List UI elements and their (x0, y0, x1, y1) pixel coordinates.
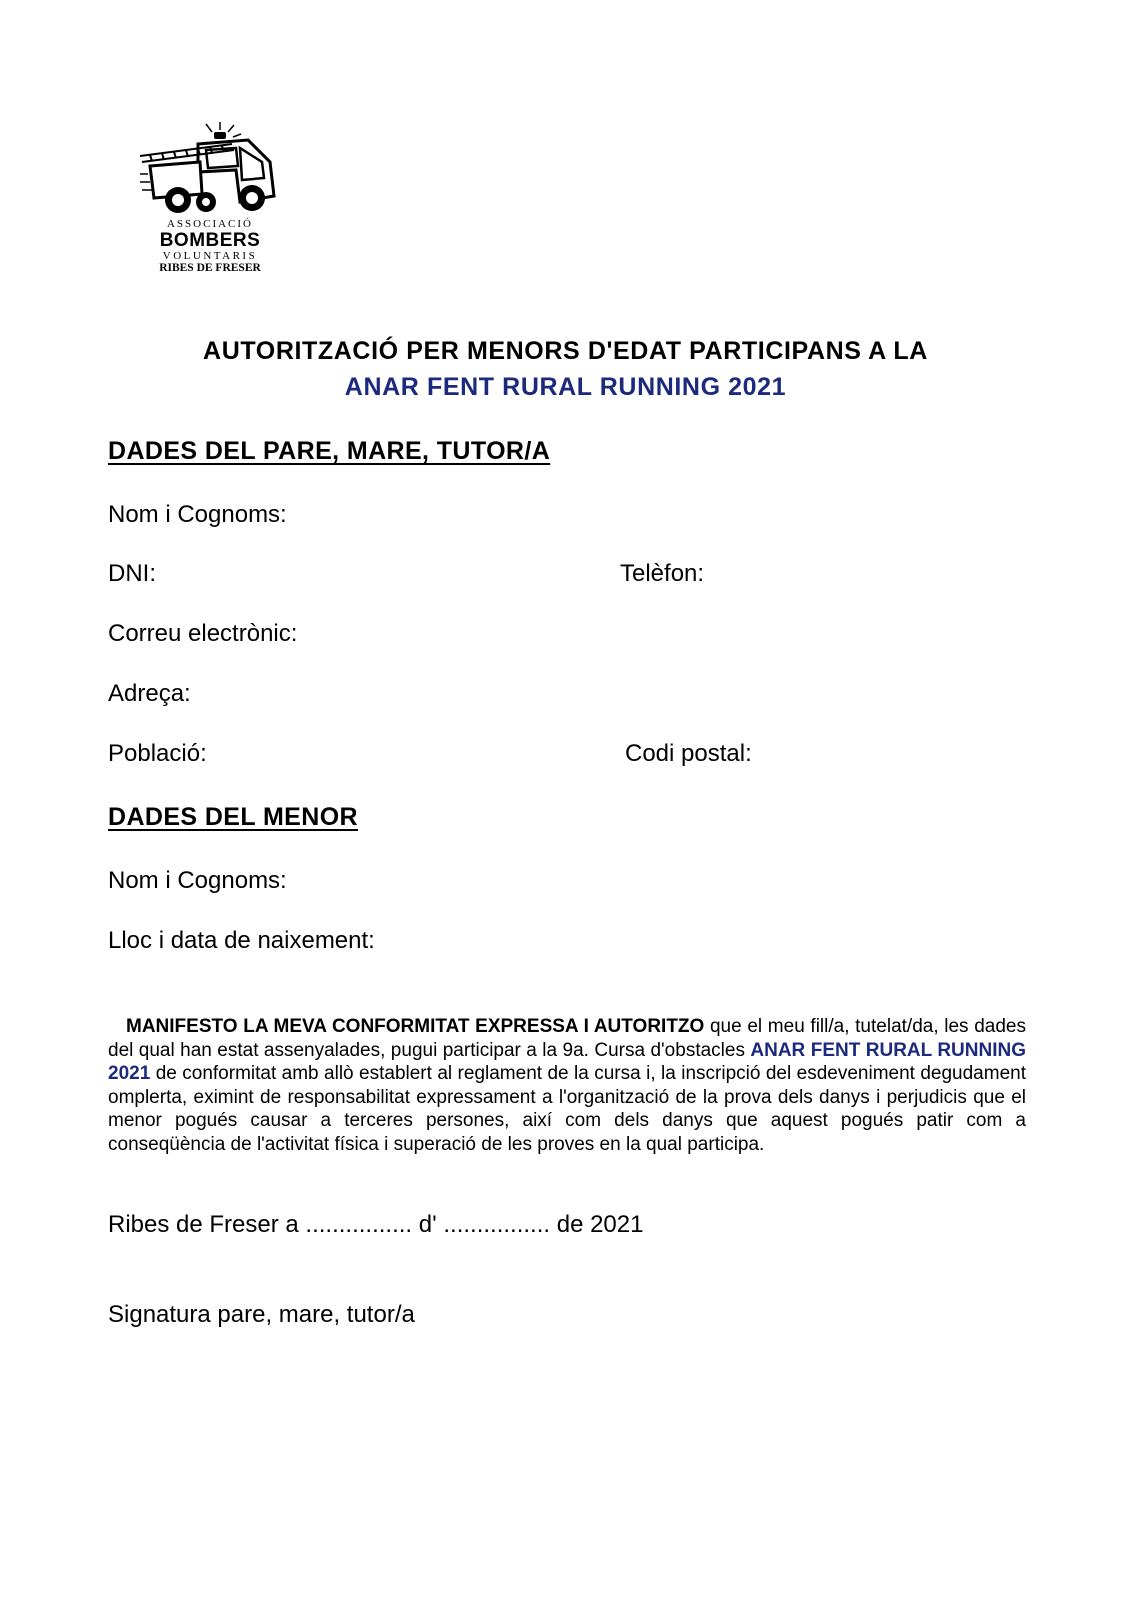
parent-dni-label: DNI: (108, 560, 156, 587)
parent-email-label: Correu electrònic: (108, 620, 298, 647)
parent-town-label: Població: (108, 740, 207, 767)
fire-truck-icon (140, 122, 280, 218)
event-title: ANAR FENT RURAL RUNNING 2021 (344, 373, 787, 401)
parent-section-heading: DADES DEL PARE, MARE, TUTOR/A (108, 437, 551, 465)
document-title: AUTORITZACIÓ PER MENORS D'EDAT PARTICIPANS A LA (203, 337, 928, 365)
parent-name-label: Nom i Cognoms: (108, 501, 287, 528)
logo-line-town: RIBES DE FRESER (159, 262, 261, 274)
logo-line-voluntaris: VOLUNTARIS (162, 250, 258, 262)
parent-postal-code-label: Codi postal: (625, 740, 752, 767)
consent-text-part2: de conformitat amb allò establert al reglament de la cursa i, la inscripció del esdeveniment degudament omplerta, eximint de responsabilitat expressament a l'organització de la prova dels danys i perjudicis que el menor pogués causar a terceres persones, així com dels danys que aquest pogués patir com a conseqüència de l'activitat física i superació de les proves en la qual participa. (108, 1063, 1026, 1155)
parent-phone-label: Telèfon: (620, 560, 705, 587)
consent-event-name: ANAR FENT RURAL RUNNING 2021 (108, 1039, 1026, 1084)
consent-bold-intro: MANIFESTO LA MEVA CONFORMITAT EXPRESSA I AUTORITZO (126, 1016, 705, 1037)
minor-section-heading: DADES DEL MENOR (108, 803, 359, 831)
minor-birth-label: Lloc i data de naixement: (108, 927, 375, 954)
logo-line-associacio: ASSOCIACIÓ (166, 218, 253, 230)
logo-line-bombers: BOMBERS (159, 230, 261, 251)
consent-paragraph (108, 1015, 1026, 1156)
minor-name-label: Nom i Cognoms: (108, 867, 287, 894)
place-date-line: Ribes de Freser a ................ d' ................ de 2021 (108, 1211, 644, 1238)
association-logo (140, 122, 280, 284)
consent-text-part1: que el meu fill/a, tutelat/da, les dades del qual han estat assenyalades, pugui participar a la 9a. Cursa d'obstacles (108, 1016, 1026, 1061)
parent-address-label: Adreça: (108, 680, 191, 707)
signature-label: Signatura pare, mare, tutor/a (108, 1301, 415, 1328)
